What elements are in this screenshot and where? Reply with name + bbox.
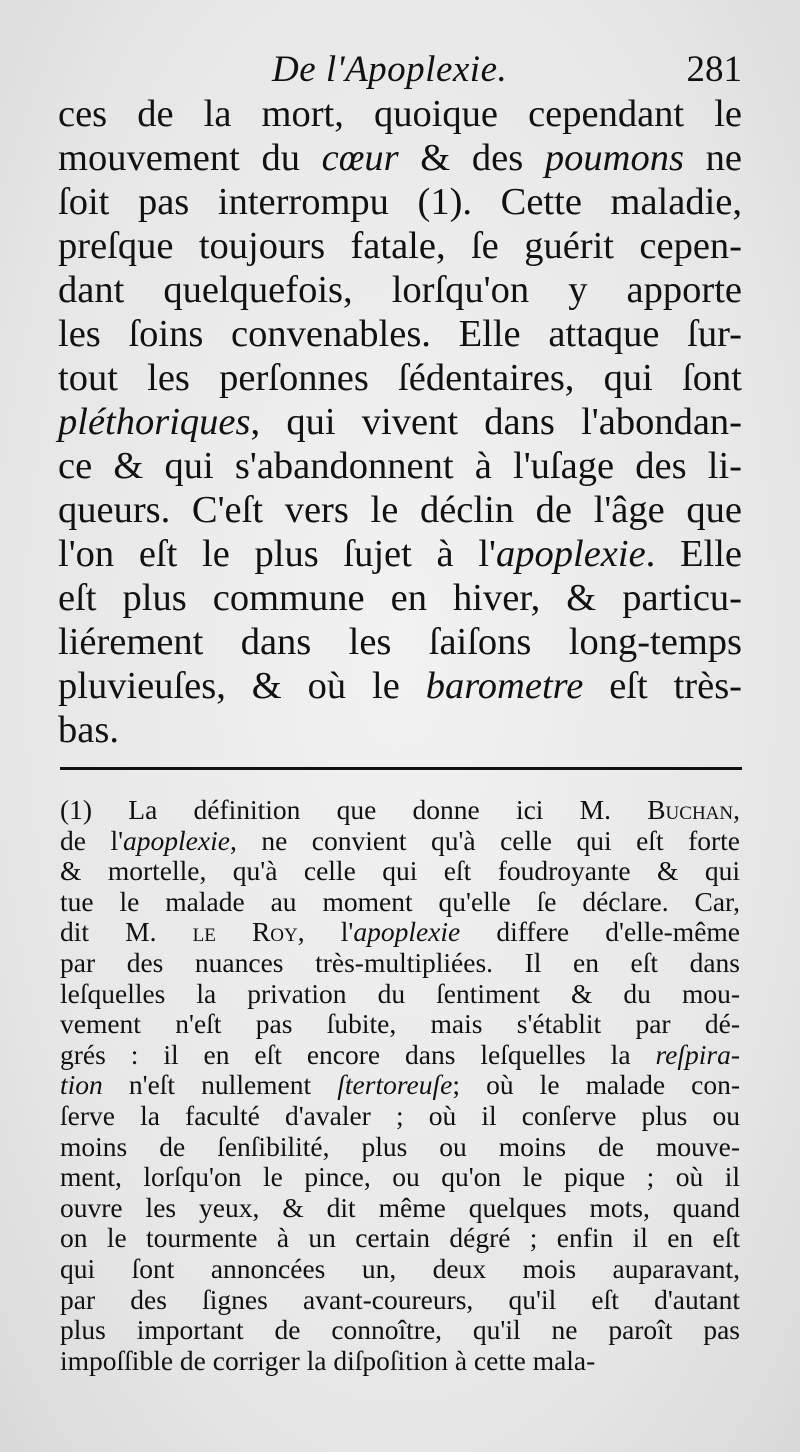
footnote — [60, 795, 740, 1376]
footnote-line — [60, 856, 740, 887]
text-span: grés : il en eſt encore dans leſquelles la — [60, 1038, 656, 1070]
text-span: ouvre les yeux, & dit même quelques mots, quand — [60, 1191, 740, 1223]
italic-span: tion — [60, 1069, 103, 1101]
text-span: queurs. C'eſt vers le déclin de l'âge que — [58, 489, 742, 531]
text-span: pluvieuſes, & où le — [58, 665, 426, 707]
footnote-line — [60, 795, 740, 826]
text-span: , qui vivent dans l'abondan- — [250, 401, 742, 443]
text-span: moins de ſenſibilité, plus ou moins de mouve- — [60, 1130, 740, 1162]
text-line — [58, 136, 742, 180]
text-span: par des ſignes avant-coureurs, qu'il eſt d'autant — [60, 1283, 740, 1315]
text-span: on le tourmente à un certain dégré ; enfin il en eſt — [60, 1222, 740, 1254]
italic-span: reſpira- — [655, 1038, 740, 1070]
footnote-line — [60, 826, 740, 857]
footnote-line — [60, 1346, 740, 1377]
text-span: ces de la mort, quoique cependant le — [58, 93, 742, 135]
text-span: ſoit pas interrompu (1). Cette maladie, — [58, 181, 742, 223]
footnote-line — [60, 1132, 740, 1163]
italic-span: cœur — [321, 137, 399, 179]
text-span: & mortelle, qu'à celle qui eſt foudroyante & qui — [60, 855, 740, 887]
text-span: tue le malade au moment qu'elle ſe déclare. Car, — [60, 885, 740, 917]
text-span: (1) La définition que donne ici M. — [60, 794, 648, 825]
text-span: n'eſt nullement — [102, 1069, 338, 1101]
text-line — [58, 224, 742, 268]
text-span: dant quelquefois, lorſqu'on y apporte — [58, 269, 742, 311]
footnote-line — [60, 1193, 740, 1224]
italic-span: poumons — [544, 137, 684, 179]
text-span: eſt plus commune en hiver, & particu- — [58, 577, 742, 619]
italic-span: ſtertoreuſe — [337, 1069, 453, 1101]
text-line — [58, 620, 742, 664]
text-span: & des — [398, 137, 545, 179]
text-span: ce & qui s'abandonnent à l'uſage des li- — [58, 445, 742, 487]
footnote-line — [60, 979, 740, 1010]
text-span: , l' — [297, 916, 354, 948]
footnote-line — [60, 917, 740, 948]
text-span: plus important de connoître, qu'il ne paroît pas — [60, 1314, 740, 1346]
text-line — [58, 664, 742, 708]
text-line — [58, 532, 742, 576]
text-span: l'on eſt le plus ſujet à l' — [58, 533, 496, 575]
footnote-line — [60, 948, 740, 979]
text-span: les ſoins convenables. Elle attaque ſur- — [58, 313, 742, 355]
text-span: differe d'elle-même — [460, 916, 740, 948]
text-line — [58, 312, 742, 356]
footnote-line — [60, 1254, 740, 1285]
small-caps-span: le Roy — [192, 916, 298, 948]
page-number: 281 — [686, 49, 742, 90]
text-span: eſt très- — [583, 665, 743, 707]
text-span: , ne convient qu'à celle qui eſt forte — [229, 824, 740, 856]
text-span: mouvement du — [58, 137, 322, 179]
page-header — [60, 48, 742, 98]
text-span: ne — [683, 137, 742, 179]
text-line — [58, 708, 742, 752]
text-line — [58, 576, 742, 620]
text-span: tout les perſonnes ſédentaires, qui ſont — [58, 357, 742, 399]
footnote-line — [60, 1101, 740, 1132]
text-span: , — [733, 794, 740, 825]
footnote-line — [60, 1009, 740, 1040]
italic-span: apoplexie — [353, 916, 461, 948]
text-line — [58, 400, 742, 444]
footnote-line — [60, 887, 740, 918]
text-span: par des nuances très-multipliées. Il en eſt dans — [60, 946, 740, 978]
footnote-line — [60, 1040, 740, 1071]
text-span: vement n'eſt pas ſubite, mais s'établit par dé- — [60, 1008, 740, 1040]
text-span: . Elle — [645, 533, 743, 575]
text-line — [58, 488, 742, 532]
footnote-rule — [60, 767, 742, 770]
footnote-line — [60, 1070, 740, 1101]
text-line — [58, 356, 742, 400]
italic-span: pléthoriques — [58, 401, 251, 443]
text-line — [58, 180, 742, 224]
main-text — [58, 92, 742, 752]
text-span: ment, lorſqu'on le pince, ou qu'on le pique ; où il — [60, 1161, 740, 1193]
text-line — [58, 444, 742, 488]
small-caps-span: Buchan — [647, 794, 734, 825]
text-span: de l' — [60, 824, 124, 856]
italic-span: apoplexie — [496, 533, 646, 575]
text-span: ; où le malade con- — [452, 1069, 740, 1101]
footnote-line — [60, 1223, 740, 1254]
footnote-line — [60, 1162, 740, 1193]
italic-span: barometre — [425, 665, 584, 707]
text-span: dit M. — [60, 916, 193, 948]
text-span: impoſſible de corriger la diſpoſition à cette mala- — [60, 1344, 596, 1376]
text-line — [58, 268, 742, 312]
running-title: De l'Apoplexie. — [272, 49, 508, 90]
italic-span: apoplexie — [123, 824, 230, 856]
text-span: qui ſont annoncées un, deux mois auparavant, — [60, 1252, 740, 1284]
text-line — [58, 92, 742, 136]
text-span: ſerve la faculté d'avaler ; où il conſerve plus ou — [60, 1099, 740, 1131]
text-span: leſquelles la privation du ſentiment & du mou- — [60, 977, 740, 1009]
footnote-line — [60, 1285, 740, 1316]
text-span: preſque toujours fatale, ſe guérit cepen- — [58, 225, 742, 267]
text-span: bas. — [58, 709, 119, 751]
footnote-line — [60, 1315, 740, 1346]
text-span: liérement dans les ſaiſons long-temps — [58, 621, 742, 663]
